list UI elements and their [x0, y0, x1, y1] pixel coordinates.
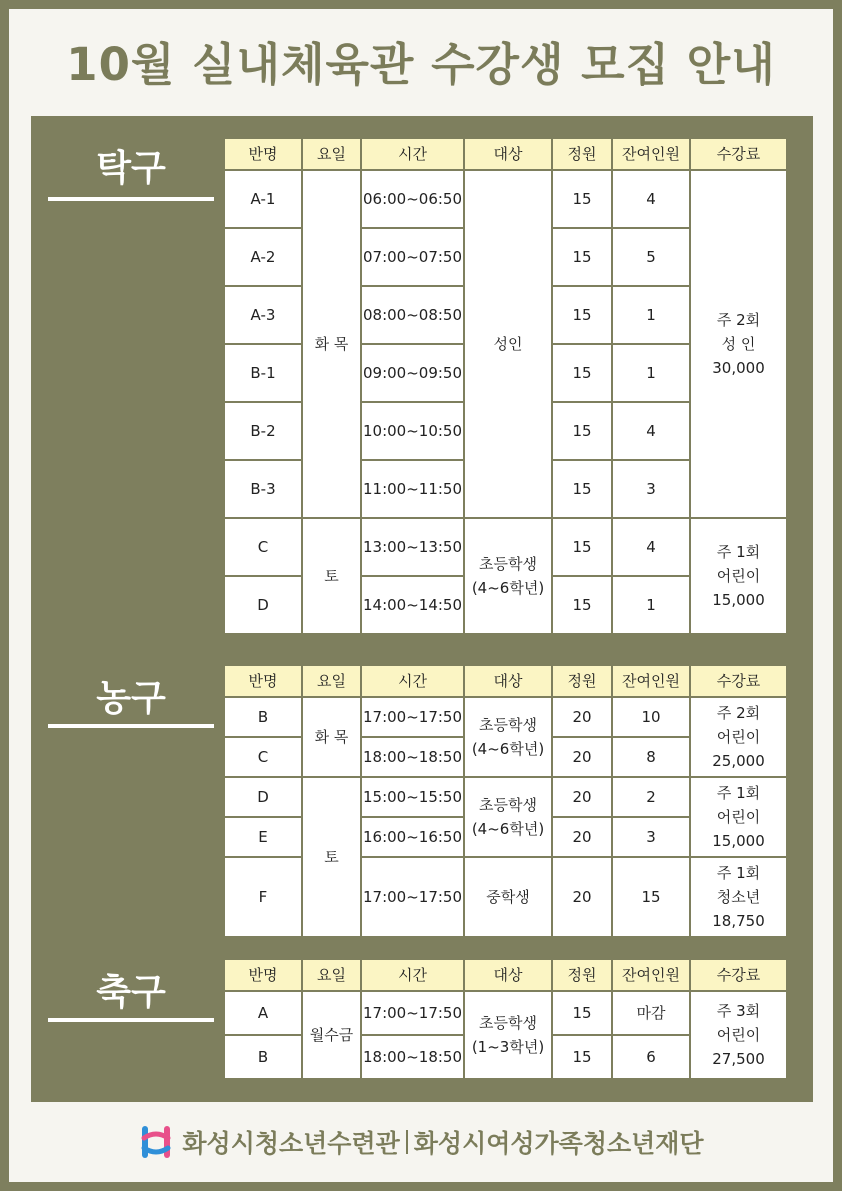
table-row — [224, 170, 787, 228]
capacity-cell: 15 — [552, 518, 612, 576]
class-cell: A-2 — [224, 228, 302, 286]
class-cell: F — [224, 857, 302, 937]
capacity-cell: 15 — [552, 1035, 612, 1079]
remaining-cell: 6 — [612, 1035, 690, 1079]
fee-amount: 18,750 — [712, 912, 765, 930]
time-cell: 14:00~14:50 — [361, 576, 464, 634]
class-cell: A-3 — [224, 286, 302, 344]
footer-org-secondary: 화성시여성가족청소년재단 — [413, 1129, 704, 1158]
fee-cell — [690, 518, 787, 634]
tabletennis-table — [223, 137, 788, 635]
remaining-cell: 1 — [612, 344, 690, 402]
target-cell — [464, 697, 552, 777]
target-line: 초등학생 — [479, 1014, 537, 1032]
header-class: 반명 — [224, 138, 302, 170]
class-cell: B-1 — [224, 344, 302, 402]
section-label-tabletennis: 탁구 — [96, 148, 166, 189]
target-cell — [464, 518, 552, 634]
capacity-cell: 15 — [552, 228, 612, 286]
header-class: 반명 — [224, 959, 302, 991]
table-row — [224, 991, 787, 1035]
target-line: (4~6학년) — [471, 740, 545, 758]
fee-cell — [690, 777, 787, 857]
fee-group: 어린이 — [716, 808, 761, 826]
time-cell: 15:00~15:50 — [361, 777, 464, 817]
time-cell: 06:00~06:50 — [361, 170, 464, 228]
header-capacity: 정원 — [552, 959, 612, 991]
basketball-table — [223, 664, 788, 938]
foundation-logo-icon — [138, 1124, 174, 1160]
time-cell: 17:00~17:50 — [361, 991, 464, 1035]
remaining-cell: 8 — [612, 737, 690, 777]
time-cell: 07:00~07:50 — [361, 228, 464, 286]
fee-amount: 15,000 — [712, 591, 765, 609]
fee-amount: 25,000 — [712, 752, 765, 770]
capacity-cell: 15 — [552, 576, 612, 634]
header-remaining: 잔여인원 — [612, 665, 690, 697]
target-cell — [464, 777, 552, 857]
capacity-cell: 20 — [552, 857, 612, 937]
remaining-cell: 10 — [612, 697, 690, 737]
remaining-cell: 3 — [612, 460, 690, 518]
fee-group: 청소년 — [716, 888, 761, 906]
day-cell: 월수금 — [302, 991, 361, 1079]
capacity-cell: 15 — [552, 170, 612, 228]
target-line: 초등학생 — [479, 716, 537, 734]
table-row — [224, 697, 787, 737]
section-underline — [48, 724, 214, 728]
target-line: 초등학생 — [479, 555, 537, 573]
remaining-cell: 4 — [612, 518, 690, 576]
time-cell: 17:00~17:50 — [361, 857, 464, 937]
remaining-cell: 2 — [612, 777, 690, 817]
target-line: (4~6학년) — [471, 820, 545, 838]
fee-frequency: 주 1회 — [716, 864, 761, 882]
remaining-cell: 4 — [612, 402, 690, 460]
day-cell: 토 — [302, 777, 361, 937]
time-cell: 18:00~18:50 — [361, 1035, 464, 1079]
class-cell: A — [224, 991, 302, 1035]
header-time: 시간 — [361, 959, 464, 991]
time-cell: 17:00~17:50 — [361, 697, 464, 737]
header-fee: 수강료 — [690, 665, 787, 697]
target-cell: 성인 — [464, 170, 552, 518]
time-cell: 09:00~09:50 — [361, 344, 464, 402]
section-label-basketball: 농구 — [96, 678, 166, 719]
capacity-cell: 15 — [552, 460, 612, 518]
remaining-cell: 4 — [612, 170, 690, 228]
remaining-cell: 5 — [612, 228, 690, 286]
target-cell — [464, 991, 552, 1079]
page-title: 10월 실내체육관 수강생 모집 안내 — [66, 38, 776, 91]
capacity-cell: 20 — [552, 817, 612, 857]
time-cell: 16:00~16:50 — [361, 817, 464, 857]
fee-frequency: 주 2회 — [716, 311, 761, 329]
footer-org-primary: 화성시청소년수련관 — [182, 1129, 400, 1158]
fee-amount: 27,500 — [712, 1050, 765, 1068]
target-line: 초등학생 — [479, 796, 537, 814]
capacity-cell: 15 — [552, 991, 612, 1035]
class-cell: B-3 — [224, 460, 302, 518]
fee-cell — [690, 991, 787, 1079]
fee-group: 어린이 — [716, 567, 761, 585]
fee-amount: 30,000 — [712, 359, 765, 377]
fee-cell — [690, 697, 787, 777]
footer-divider — [406, 1130, 408, 1154]
capacity-cell: 20 — [552, 697, 612, 737]
time-cell: 18:00~18:50 — [361, 737, 464, 777]
target-cell: 중학생 — [464, 857, 552, 937]
header-fee: 수강료 — [690, 138, 787, 170]
header-time: 시간 — [361, 665, 464, 697]
header-capacity: 정원 — [552, 665, 612, 697]
capacity-cell: 20 — [552, 777, 612, 817]
footer — [0, 1122, 842, 1162]
header-day: 요일 — [302, 138, 361, 170]
fee-group: 어린이 — [716, 1026, 761, 1044]
capacity-cell: 20 — [552, 737, 612, 777]
fee-cell — [690, 857, 787, 937]
header-target: 대상 — [464, 665, 552, 697]
fee-amount: 15,000 — [712, 832, 765, 850]
remaining-cell: 1 — [612, 576, 690, 634]
fee-frequency: 주 3회 — [716, 1002, 761, 1020]
target-line: (1~3학년) — [471, 1038, 545, 1056]
header-class: 반명 — [224, 665, 302, 697]
header-fee: 수강료 — [690, 959, 787, 991]
time-cell: 08:00~08:50 — [361, 286, 464, 344]
time-cell: 10:00~10:50 — [361, 402, 464, 460]
table-row — [224, 518, 787, 576]
remaining-cell: 15 — [612, 857, 690, 937]
class-cell: B — [224, 697, 302, 737]
fee-frequency: 주 2회 — [716, 704, 761, 722]
target-line: (4~6학년) — [471, 579, 545, 597]
capacity-cell: 15 — [552, 344, 612, 402]
table-row — [224, 777, 787, 817]
header-capacity: 정원 — [552, 138, 612, 170]
header-target: 대상 — [464, 959, 552, 991]
fee-frequency: 주 1회 — [716, 784, 761, 802]
fee-cell — [690, 170, 787, 518]
section-label-soccer: 축구 — [96, 972, 166, 1013]
time-cell: 11:00~11:50 — [361, 460, 464, 518]
remaining-cell: 3 — [612, 817, 690, 857]
header-target: 대상 — [464, 138, 552, 170]
capacity-cell: 15 — [552, 286, 612, 344]
class-cell: B — [224, 1035, 302, 1079]
fee-group: 어린이 — [716, 728, 761, 746]
header-day: 요일 — [302, 665, 361, 697]
class-cell: E — [224, 817, 302, 857]
soccer-table — [223, 958, 788, 1080]
remaining-cell-closed: 마감 — [612, 991, 690, 1035]
header-remaining: 잔여인원 — [612, 138, 690, 170]
header-remaining: 잔여인원 — [612, 959, 690, 991]
class-cell: A-1 — [224, 170, 302, 228]
section-underline — [48, 197, 214, 201]
day-cell: 화 목 — [302, 170, 361, 518]
class-cell: C — [224, 737, 302, 777]
time-cell: 13:00~13:50 — [361, 518, 464, 576]
header-time: 시간 — [361, 138, 464, 170]
day-cell: 토 — [302, 518, 361, 634]
class-cell: C — [224, 518, 302, 576]
remaining-cell: 1 — [612, 286, 690, 344]
header-day: 요일 — [302, 959, 361, 991]
day-cell: 화 목 — [302, 697, 361, 777]
capacity-cell: 15 — [552, 402, 612, 460]
fee-frequency: 주 1회 — [716, 543, 761, 561]
fee-group: 성 인 — [721, 335, 756, 353]
section-underline — [48, 1018, 214, 1022]
class-cell: B-2 — [224, 402, 302, 460]
class-cell: D — [224, 576, 302, 634]
class-cell: D — [224, 777, 302, 817]
